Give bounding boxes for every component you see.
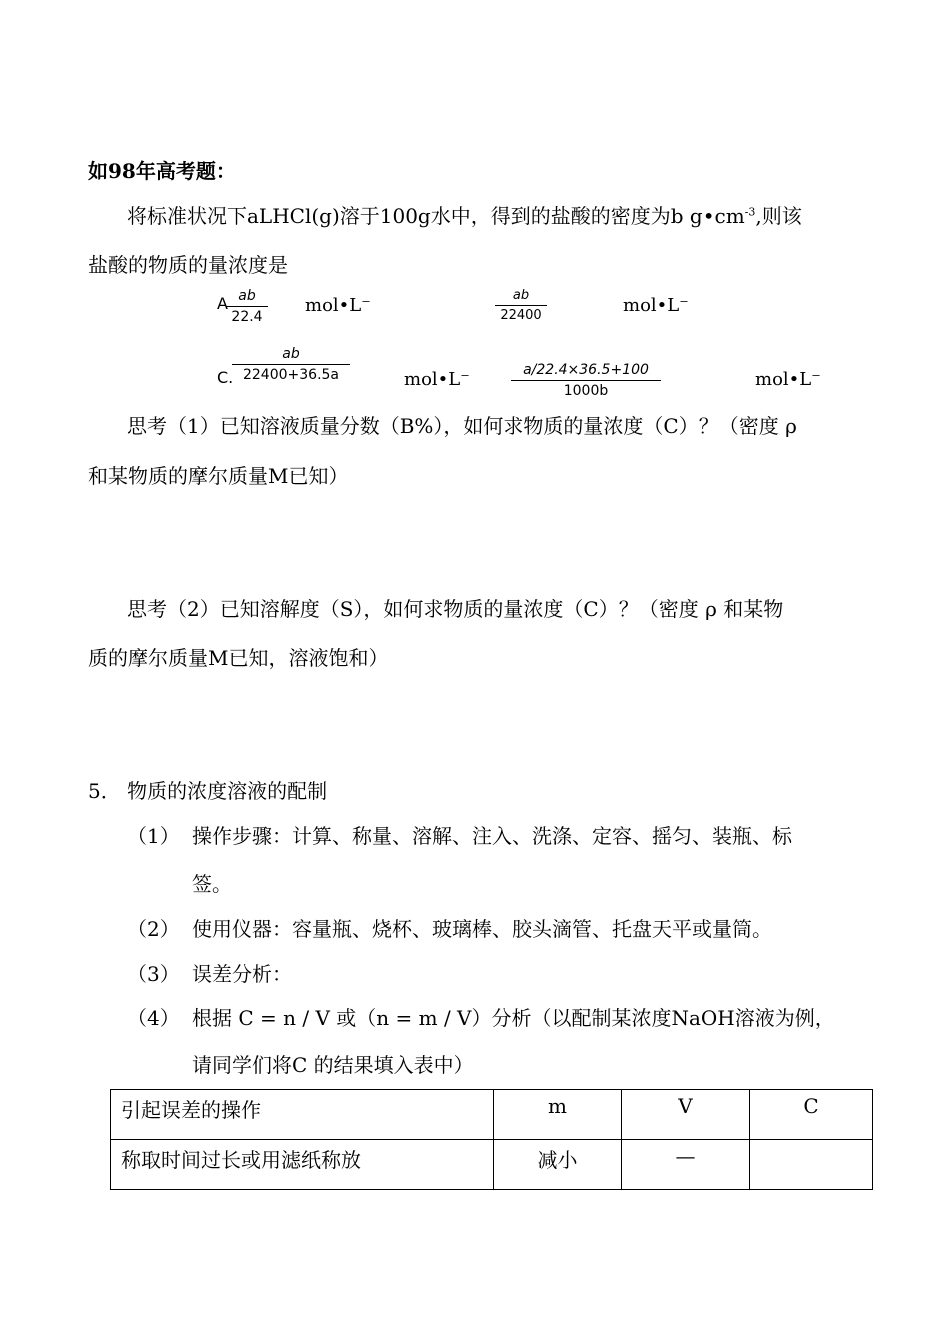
table-header-cell: 引起误差的操作: [111, 1090, 494, 1140]
table-header-cell: m: [494, 1090, 622, 1140]
question-line-1: 将标准状况下aLHCl(g)溶于100g水中，得到的盐酸的密度为b $g•cm^{-3}$,则该: [127, 204, 802, 228]
option-c-fraction: ab 22400+36.5a: [232, 346, 350, 383]
table-cell[interactable]: [750, 1140, 873, 1190]
section-5-title: 5． 物质的浓度溶液的配制: [88, 779, 328, 803]
step-1-number: （1）: [127, 824, 180, 848]
option-b-unit: mol•L⁻: [623, 295, 689, 316]
step-2-text: 使用仪器：容量瓶、烧杯、玻璃棒、胶头滴管、托盘天平或量筒。: [192, 917, 772, 941]
option-c-unit: mol•L⁻: [404, 369, 470, 390]
option-a-label: A: [217, 294, 228, 313]
option-a-unit: mol•L⁻: [305, 295, 371, 316]
step-4-continuation: 请同学们将C 的结果填入表中）: [192, 1053, 474, 1077]
table-header-row: [111, 1090, 873, 1140]
error-analysis-table: [110, 1089, 873, 1190]
table-cell: 减小: [494, 1140, 622, 1190]
step-4-text: 根据 C = n / V 或（n = m / V）分析（以配制某浓度NaOH溶液为例，: [192, 1006, 835, 1030]
option-d-unit: mol•L⁻: [755, 369, 821, 390]
step-3-text: 误差分析：: [192, 962, 292, 986]
table-row: [111, 1140, 873, 1190]
option-d-fraction: a/22.4×36.5+100 1000b: [511, 362, 661, 399]
table-header-cell: C: [750, 1090, 873, 1140]
step-2-number: （2）: [127, 917, 180, 941]
question-line-2: 盐酸的物质的量浓度是: [88, 253, 288, 277]
think-1-line-1: 思考（1）已知溶液质量分数（B%），如何求物质的量浓度（C）？（密度 ρ: [127, 414, 797, 438]
think-2-line-2: 质的摩尔质量M已知，溶液饱和）: [88, 646, 389, 670]
table-cell: 称取时间过长或用滤纸称放: [111, 1140, 494, 1190]
step-3-number: （3）: [127, 962, 180, 986]
option-a-fraction: ab 22.4: [226, 288, 268, 325]
step-1-text: 操作步骤：计算、称量、溶解、注入、洗涤、定容、摇匀、装瓶、标: [192, 824, 792, 848]
section-heading: 如98年高考题：: [88, 159, 236, 183]
table-cell: —: [622, 1140, 750, 1190]
option-c-label: C.: [217, 368, 234, 387]
step-1-continuation: 签。: [192, 872, 232, 896]
table-header-cell: V: [622, 1090, 750, 1140]
think-2-line-1: 思考（2）已知溶解度（S），如何求物质的量浓度（C）？（密度 ρ 和某物: [127, 597, 784, 621]
option-b-fraction: ab 22400: [495, 288, 547, 323]
think-1-line-2: 和某物质的摩尔质量M已知）: [88, 464, 349, 488]
step-4-number: （4）: [127, 1006, 180, 1030]
